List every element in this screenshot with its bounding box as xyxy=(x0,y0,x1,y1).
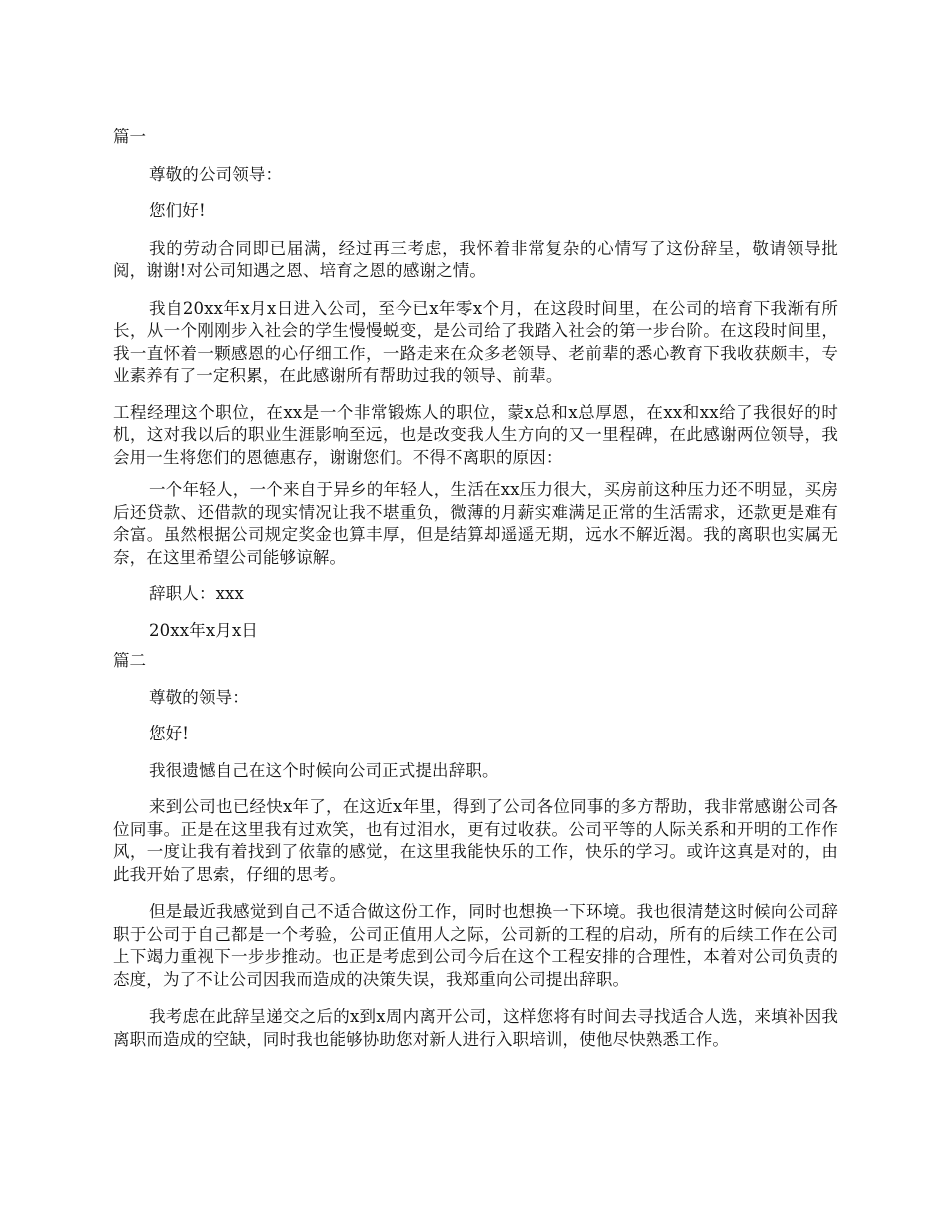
document-body xyxy=(113,126,838,1051)
date: 20xx年x月x日 xyxy=(149,620,259,640)
paragraph: 我的劳动合同即已届满，经过再三考虑，我怀着非常复杂的心情写了这份辞呈，敬请领导批阅，谢谢!对公司知遇之恩、培育之恩的感谢之情。 xyxy=(113,238,838,280)
salutation: 尊敬的公司领导： xyxy=(149,164,283,184)
salutation: 尊敬的领导： xyxy=(149,687,249,707)
paragraph: 一个年轻人，一个来自于异乡的年轻人，生活在xx压力很大，买房前这种压力还不明显，买房后还贷款、还借款的现实情况让我不堪重负，微薄的月薪实难满足正常的生活需求，还款更是难有余富。虽然根据公司规定奖金也算丰厚，但是结算却遥遥无期，远水不解近渴。我的离职也实属无奈，在这里希望公司能够谅解。 xyxy=(113,480,838,567)
paragraph: 我很遗憾自己在这个时候向公司正式提出辞职。 xyxy=(149,760,499,780)
greeting: 您们好! xyxy=(149,201,206,220)
section-heading: 篇一 xyxy=(113,127,146,146)
section-heading: 篇二 xyxy=(113,651,146,670)
paragraph: 来到公司也已经快x年了，在这近x年里，得到了公司各位同事的多方帮助，我非常感谢公司各位同事。正是在这里我有过欢笑，也有过泪水，更有过收获。公司平等的人际关系和开明的工作作风，一度让我有着找到了依靠的感觉，在这里我能快乐的工作，快乐的学习。或许这真是对的，由此我开始了思索，仔细的思考。 xyxy=(113,797,838,884)
paragraph: 工程经理这个职位，在xx是一个非常锻炼人的职位，蒙x总和x总厚恩，在xx和xx给了我很好的时机，这对我以后的职业生涯影响至远，也是改变我人生方向的又一里程碑，在此感谢两位领导，我会用一生将您们的恩德惠存，谢谢您们。不得不离职的原因： xyxy=(113,402,838,467)
signer: 辞职人：xxx xyxy=(149,584,244,603)
paragraph: 我自20xx年x月x日进入公司，至今已x年零x个月，在这段时间里，在公司的培育下我渐有所长，从一个刚刚步入社会的学生慢慢蜕变，是公司给了我踏入社会的第一步台阶。在这段时间里，我一直怀着一颗感恩的心仔细工作，一路走来在众多老领导、老前辈的悉心教育下我收获颇丰，专业素养有了一定积累，在此感谢所有帮助过我的领导、前辈。 xyxy=(113,298,838,385)
paragraph: 但是最近我感觉到自己不适合做这份工作，同时也想换一下环境。我也很清楚这时候向公司辞职于公司于自己都是一个考验，公司正值用人之际，公司新的工程的启动，所有的后续工作在公司上下竭力重视下一步步推动。也正是考虑到公司今后在这个工程安排的合理性，本着对公司负责的态度，为了不让公司因我而造成的决策失误，我郑重向公司提出辞职。 xyxy=(113,902,838,989)
paragraph: 我考虑在此辞呈递交之后的x到x周内离开公司，这样您将有时间去寻找适合人选，来填补因我离职而造成的空缺，同时我也能够协助您对新人进行入职培训，使他尽快熟悉工作。 xyxy=(113,1007,838,1049)
greeting: 您好! xyxy=(149,724,190,743)
